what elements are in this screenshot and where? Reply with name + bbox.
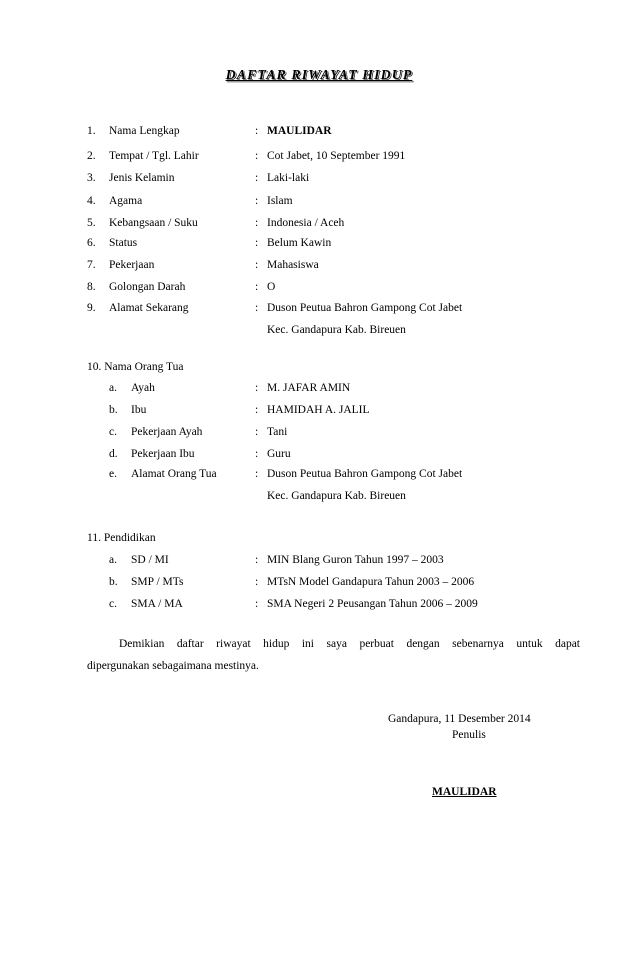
field-label: SD / MI — [131, 554, 169, 566]
field-label: Jenis Kelamin — [109, 172, 175, 184]
colon: : — [255, 554, 259, 566]
field-value-continuation: Kec. Gandapura Kab. Bireuen — [267, 324, 406, 336]
sub-letter: c. — [109, 598, 117, 610]
colon: : — [255, 448, 259, 460]
item-number: 5. — [87, 217, 96, 229]
signature-name: MAULIDAR — [432, 786, 497, 798]
item-number: 6. — [87, 237, 96, 249]
field-value: Guru — [267, 448, 291, 460]
statement-line-1: Demikian daftar riwayat hidup ini saya perbuat dengan sebenarnya untuk dapat — [119, 638, 580, 650]
statement-paragraph — [87, 633, 580, 677]
item-number: 4. — [87, 195, 96, 207]
field-value: Laki-laki — [267, 172, 310, 184]
field-label: Alamat Sekarang — [109, 302, 189, 314]
field-value-name: MAULIDAR — [267, 125, 332, 137]
item-number: 1. — [87, 125, 96, 137]
field-value: O — [267, 281, 276, 293]
section-heading: 11. Pendidikan — [87, 532, 156, 544]
sub-letter: e. — [109, 468, 117, 480]
statement-line-2: dipergunakan sebagaimana mestinya. — [87, 660, 259, 672]
colon: : — [255, 598, 259, 610]
colon: : — [255, 281, 259, 293]
field-label: Agama — [109, 195, 143, 207]
colon: : — [255, 172, 259, 184]
signature-role: Penulis — [452, 729, 486, 741]
field-value-continuation: Kec. Gandapura Kab. Bireuen — [267, 490, 406, 502]
field-label: Pekerjaan Ibu — [131, 448, 195, 460]
field-label: Kebangsaan / Suku — [109, 217, 198, 229]
colon: : — [255, 576, 259, 588]
colon: : — [255, 217, 259, 229]
field-label: Pekerjaan — [109, 259, 155, 271]
field-label: Ayah — [131, 382, 155, 394]
colon: : — [255, 195, 259, 207]
sub-letter: d. — [109, 448, 118, 460]
sub-letter: b. — [109, 404, 118, 416]
field-label: Tempat / Tgl. Lahir — [109, 150, 199, 162]
section-heading: 10. Nama Orang Tua — [87, 361, 184, 373]
colon: : — [255, 302, 259, 314]
document-title: DAFTAR RIWAYAT HIDUP — [225, 68, 413, 83]
field-value: MIN Blang Guron Tahun 1997 – 2003 — [267, 554, 444, 566]
colon: : — [255, 382, 259, 394]
colon: : — [255, 237, 259, 249]
sub-letter: c. — [109, 426, 117, 438]
item-number: 8. — [87, 281, 96, 293]
field-label: Nama Lengkap — [109, 125, 180, 137]
signature-place-date: Gandapura, 11 Desember 2014 — [388, 713, 531, 725]
item-number: 9. — [87, 302, 96, 314]
field-value: Belum Kawin — [267, 237, 332, 249]
field-label: Ibu — [131, 404, 147, 416]
item-number: 2. — [87, 150, 96, 162]
item-number: 7. — [87, 259, 96, 271]
colon: : — [255, 468, 259, 480]
field-value: HAMIDAH A. JALIL — [267, 404, 370, 416]
sub-letter: b. — [109, 576, 118, 588]
field-value: Duson Peutua Bahron Gampong Cot Jabet — [267, 302, 463, 314]
field-label: SMA / MA — [131, 598, 183, 610]
sub-letter: a. — [109, 554, 117, 566]
field-value: MTsN Model Gandapura Tahun 2003 – 2006 — [267, 576, 475, 588]
sub-letter: a. — [109, 382, 117, 394]
field-label: Status — [109, 237, 138, 249]
colon: : — [255, 404, 259, 416]
field-value: M. JAFAR AMIN — [267, 382, 351, 394]
colon: : — [255, 259, 259, 271]
field-value: SMA Negeri 2 Peusangan Tahun 2006 – 2009 — [267, 598, 478, 610]
colon: : — [255, 125, 259, 137]
field-label: Golongan Darah — [109, 281, 186, 293]
field-value: Indonesia / Aceh — [267, 217, 345, 229]
field-value: Mahasiswa — [267, 259, 319, 271]
field-label: Alamat Orang Tua — [131, 468, 217, 480]
colon: : — [255, 426, 259, 438]
field-label: SMP / MTs — [131, 576, 184, 588]
field-value: Islam — [267, 195, 293, 207]
field-value: Duson Peutua Bahron Gampong Cot Jabet — [267, 468, 463, 480]
item-number: 3. — [87, 172, 96, 184]
field-value: Tani — [267, 426, 288, 438]
field-value: Cot Jabet, 10 September 1991 — [267, 150, 406, 162]
field-label: Pekerjaan Ayah — [131, 426, 203, 438]
colon: : — [255, 150, 259, 162]
